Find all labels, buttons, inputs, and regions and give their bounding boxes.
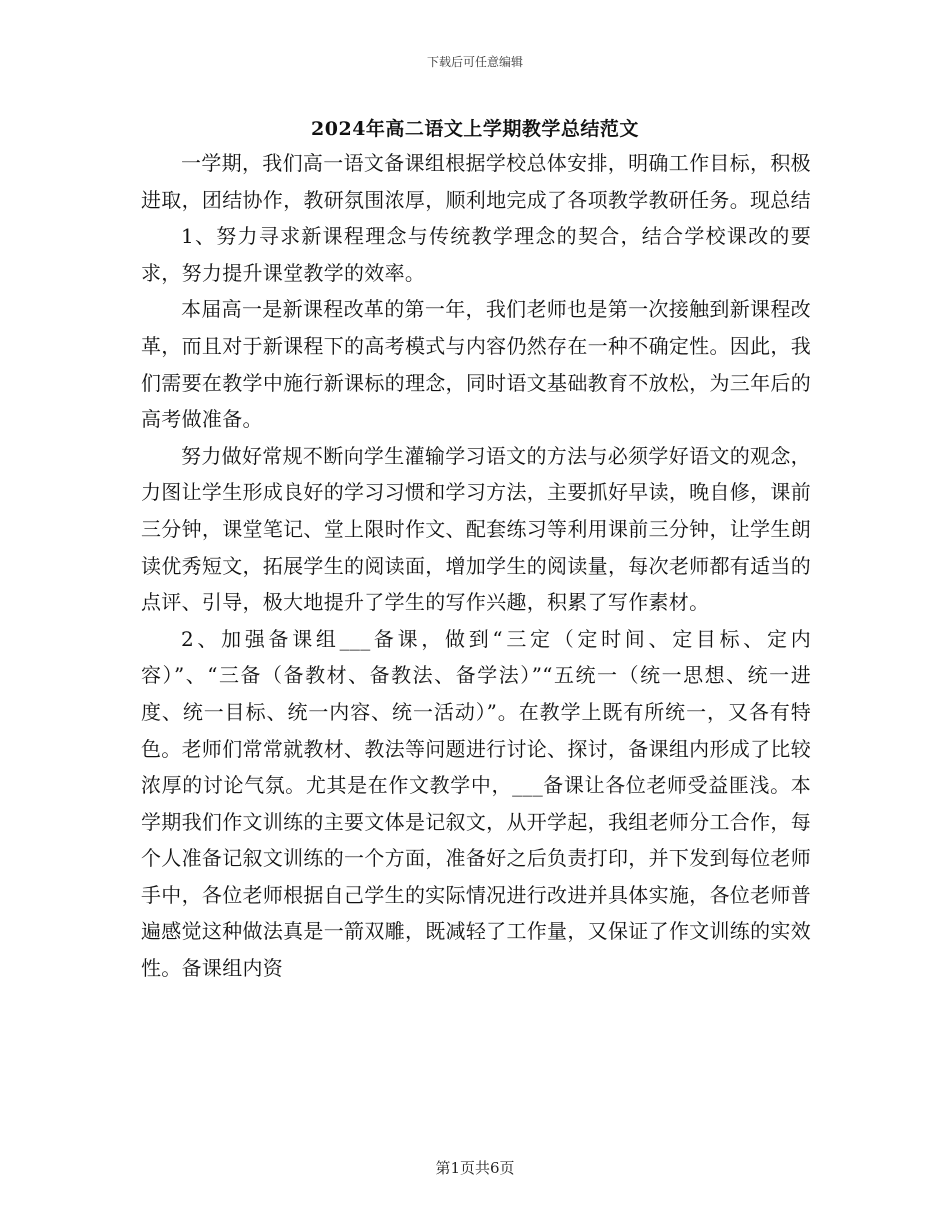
document-body — [141, 145, 811, 987]
paragraph-point-2: 2、加强备课组___备课，做到“三定（定时间、定目标、定内容）”、“三备（备教材、备教法、备学法）”“五统一（统一思想、统一进度、统一目标、统一内容、统一活动）”。在教学上既有所统一，又各有特色。老师们常常就教材、教法等问题进行讨论、探讨，备课组内形成了比较浓厚的讨论气氛。尤其是在作文教学中，___备课让各位老师受益匪浅。本学期我们作文训练的主要文体是记叙文，从开学起，我组老师分工合作，每个人准备记叙文训练的一个方面，准备好之后负责打印，并下发到每位老师手中，各位老师根据自己学生的实际情况进行改进并具体实施，各位老师普遍感觉这种做法真是一箭双雕，既减轻了工作量，又保证了作文训练的实效性。备课组内资 — [141, 626, 811, 981]
page-number-indicator: 第1页共6页 — [435, 1159, 515, 1177]
document-title: 2024年高二语文上学期教学总结范文 — [311, 118, 639, 140]
paragraph-point-1: 1、努力寻求新课程理念与传统教学理念的契合，结合学校课改的要求，努力提升课堂教学的效率。 — [141, 224, 811, 285]
paragraph-new-curriculum: 本届高一是新课程改革的第一年，我们老师也是第一次接触到新课程改革，而且对于新课程下的高考模式与内容仍然存在一种不确定性。因此，我们需要在教学中施行新课标的理念，同时语文基础教育不放松，为三年后的高考做准备。 — [141, 297, 811, 432]
paragraph-intro: 一学期，我们高一语文备课组根据学校总体安排，明确工作目标，积极进取，团结协作，教研氛围浓厚，顺利地完成了各项教学教研任务。现总结 — [141, 151, 811, 212]
paragraph-routine-work: 努力做好常规不断向学生灌输学习语文的方法与必须学好语文的观念，力图让学生形成良好的学习习惯和学习方法，主要抓好早读，晚自修，课前三分钟，课堂笔记、堂上限时作文、配套练习等利用课前三分钟，让学生朗读优秀短文，拓展学生的阅读面，增加学生的阅读量，每次老师都有适当的点评、引导，极大地提升了学生的写作兴趣，积累了写作素材。 — [141, 443, 811, 615]
page-header-note: 下载后可任意编辑 — [426, 55, 523, 69]
